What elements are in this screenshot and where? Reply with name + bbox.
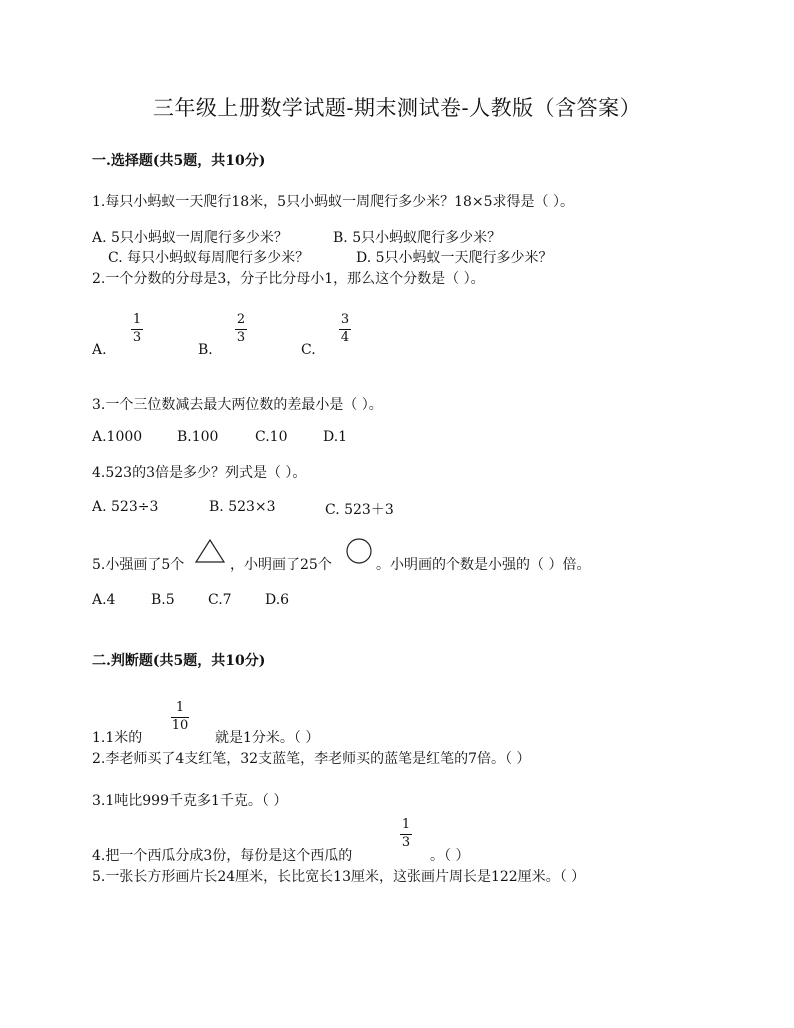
judge-4-fraction (400, 818, 412, 850)
judge-1-part1: 1.1米的 (92, 730, 143, 746)
question-4-text: 4.523的3倍是多少？列式是（ ）。 (92, 465, 307, 481)
fraction-numerator: 3 (340, 312, 350, 327)
triangle-icon (194, 538, 226, 564)
q5-option-d: D.6 (265, 592, 290, 608)
q3-option-a: A.1000 (92, 429, 143, 445)
section-heading-choice: 一.选择题(共5题，共10分) (92, 153, 266, 169)
fraction-denominator: 3 (132, 330, 142, 345)
question-5-part3: 。小明画的个数是小强的（ ）倍。 (376, 557, 591, 573)
q4-option-b: B. 523×3 (209, 499, 276, 515)
question-5-part2: ，小明画了25个 (230, 557, 332, 573)
judge-1-fraction (171, 701, 189, 733)
q3-option-d: D.1 (323, 429, 348, 445)
q2-option-b-fraction (235, 313, 247, 345)
fraction-denominator: 10 (171, 718, 189, 733)
fraction-numerator: 1 (401, 817, 411, 832)
judge-2-text: 2.李老师买了4支红笔，32支蓝笔，李老师买的蓝笔是红笔的7倍。（ ） (92, 751, 531, 767)
fraction-denominator: 4 (340, 330, 350, 345)
q4-option-c: C. 523＋3 (325, 502, 394, 518)
judge-4-part1: 4.把一个西瓜分成3份，每份是这个西瓜的 (92, 848, 353, 864)
fraction-numerator: 1 (175, 700, 185, 715)
judge-5-text: 5.一张长方形画片长24厘米，长比宽长13厘米，这张画片周长是122厘米。（ ） (92, 869, 586, 885)
q2-option-a-label: A. (92, 342, 107, 358)
section-heading-judge: 二.判断题(共5题，共10分) (92, 653, 266, 669)
q3-option-b: B.100 (177, 429, 219, 445)
q2-option-c-fraction (339, 313, 351, 345)
fraction-numerator: 2 (236, 312, 246, 327)
q5-option-c: C.7 (208, 592, 232, 608)
question-5-part1: 5.小强画了5个 (92, 557, 185, 573)
judge-3-text: 3.1吨比999千克多1千克。（ ） (92, 793, 288, 809)
q5-option-a: A.4 (92, 592, 116, 608)
q2-option-b-label: B. (198, 342, 213, 358)
judge-4-part2: 。（ ） (430, 848, 470, 864)
q2-option-a-fraction (131, 313, 143, 345)
question-1-text: 1.每只小蚂蚁一天爬行18米，5只小蚂蚁一周爬行多少米？18×5求得是（ ）。 (92, 194, 574, 210)
q1-option-a: A. 5只小蚂蚁一周爬行多少米？ (92, 230, 288, 246)
q5-option-b: B.5 (151, 592, 175, 608)
q1-option-d: D. 5只小蚂蚁一天爬行多少米？ (356, 250, 553, 266)
fraction-denominator: 3 (236, 330, 246, 345)
question-2-text: 2.一个分数的分母是3，分子比分母小1，那么这个分数是（ ）。 (92, 271, 485, 287)
fraction-denominator: 3 (401, 835, 411, 850)
q1-option-b: B. 5只小蚂蚁爬行多少米？ (333, 230, 502, 246)
q2-option-c-label: C. (301, 342, 316, 358)
question-3-text: 3.一个三位数减去最大两位数的差最小是（ ）。 (92, 397, 383, 413)
page-title: 三年级上册数学试题-期末测试卷-人教版（含答案） (152, 96, 642, 120)
q4-option-a: A. 523÷3 (92, 499, 159, 515)
q1-option-c: C. 每只小蚂蚁每周爬行多少米？ (108, 250, 310, 266)
fraction-numerator: 1 (132, 312, 142, 327)
q3-option-c: C.10 (255, 429, 288, 445)
circle-icon (345, 538, 373, 566)
judge-1-part2: 就是1分米。（ ） (215, 730, 320, 746)
